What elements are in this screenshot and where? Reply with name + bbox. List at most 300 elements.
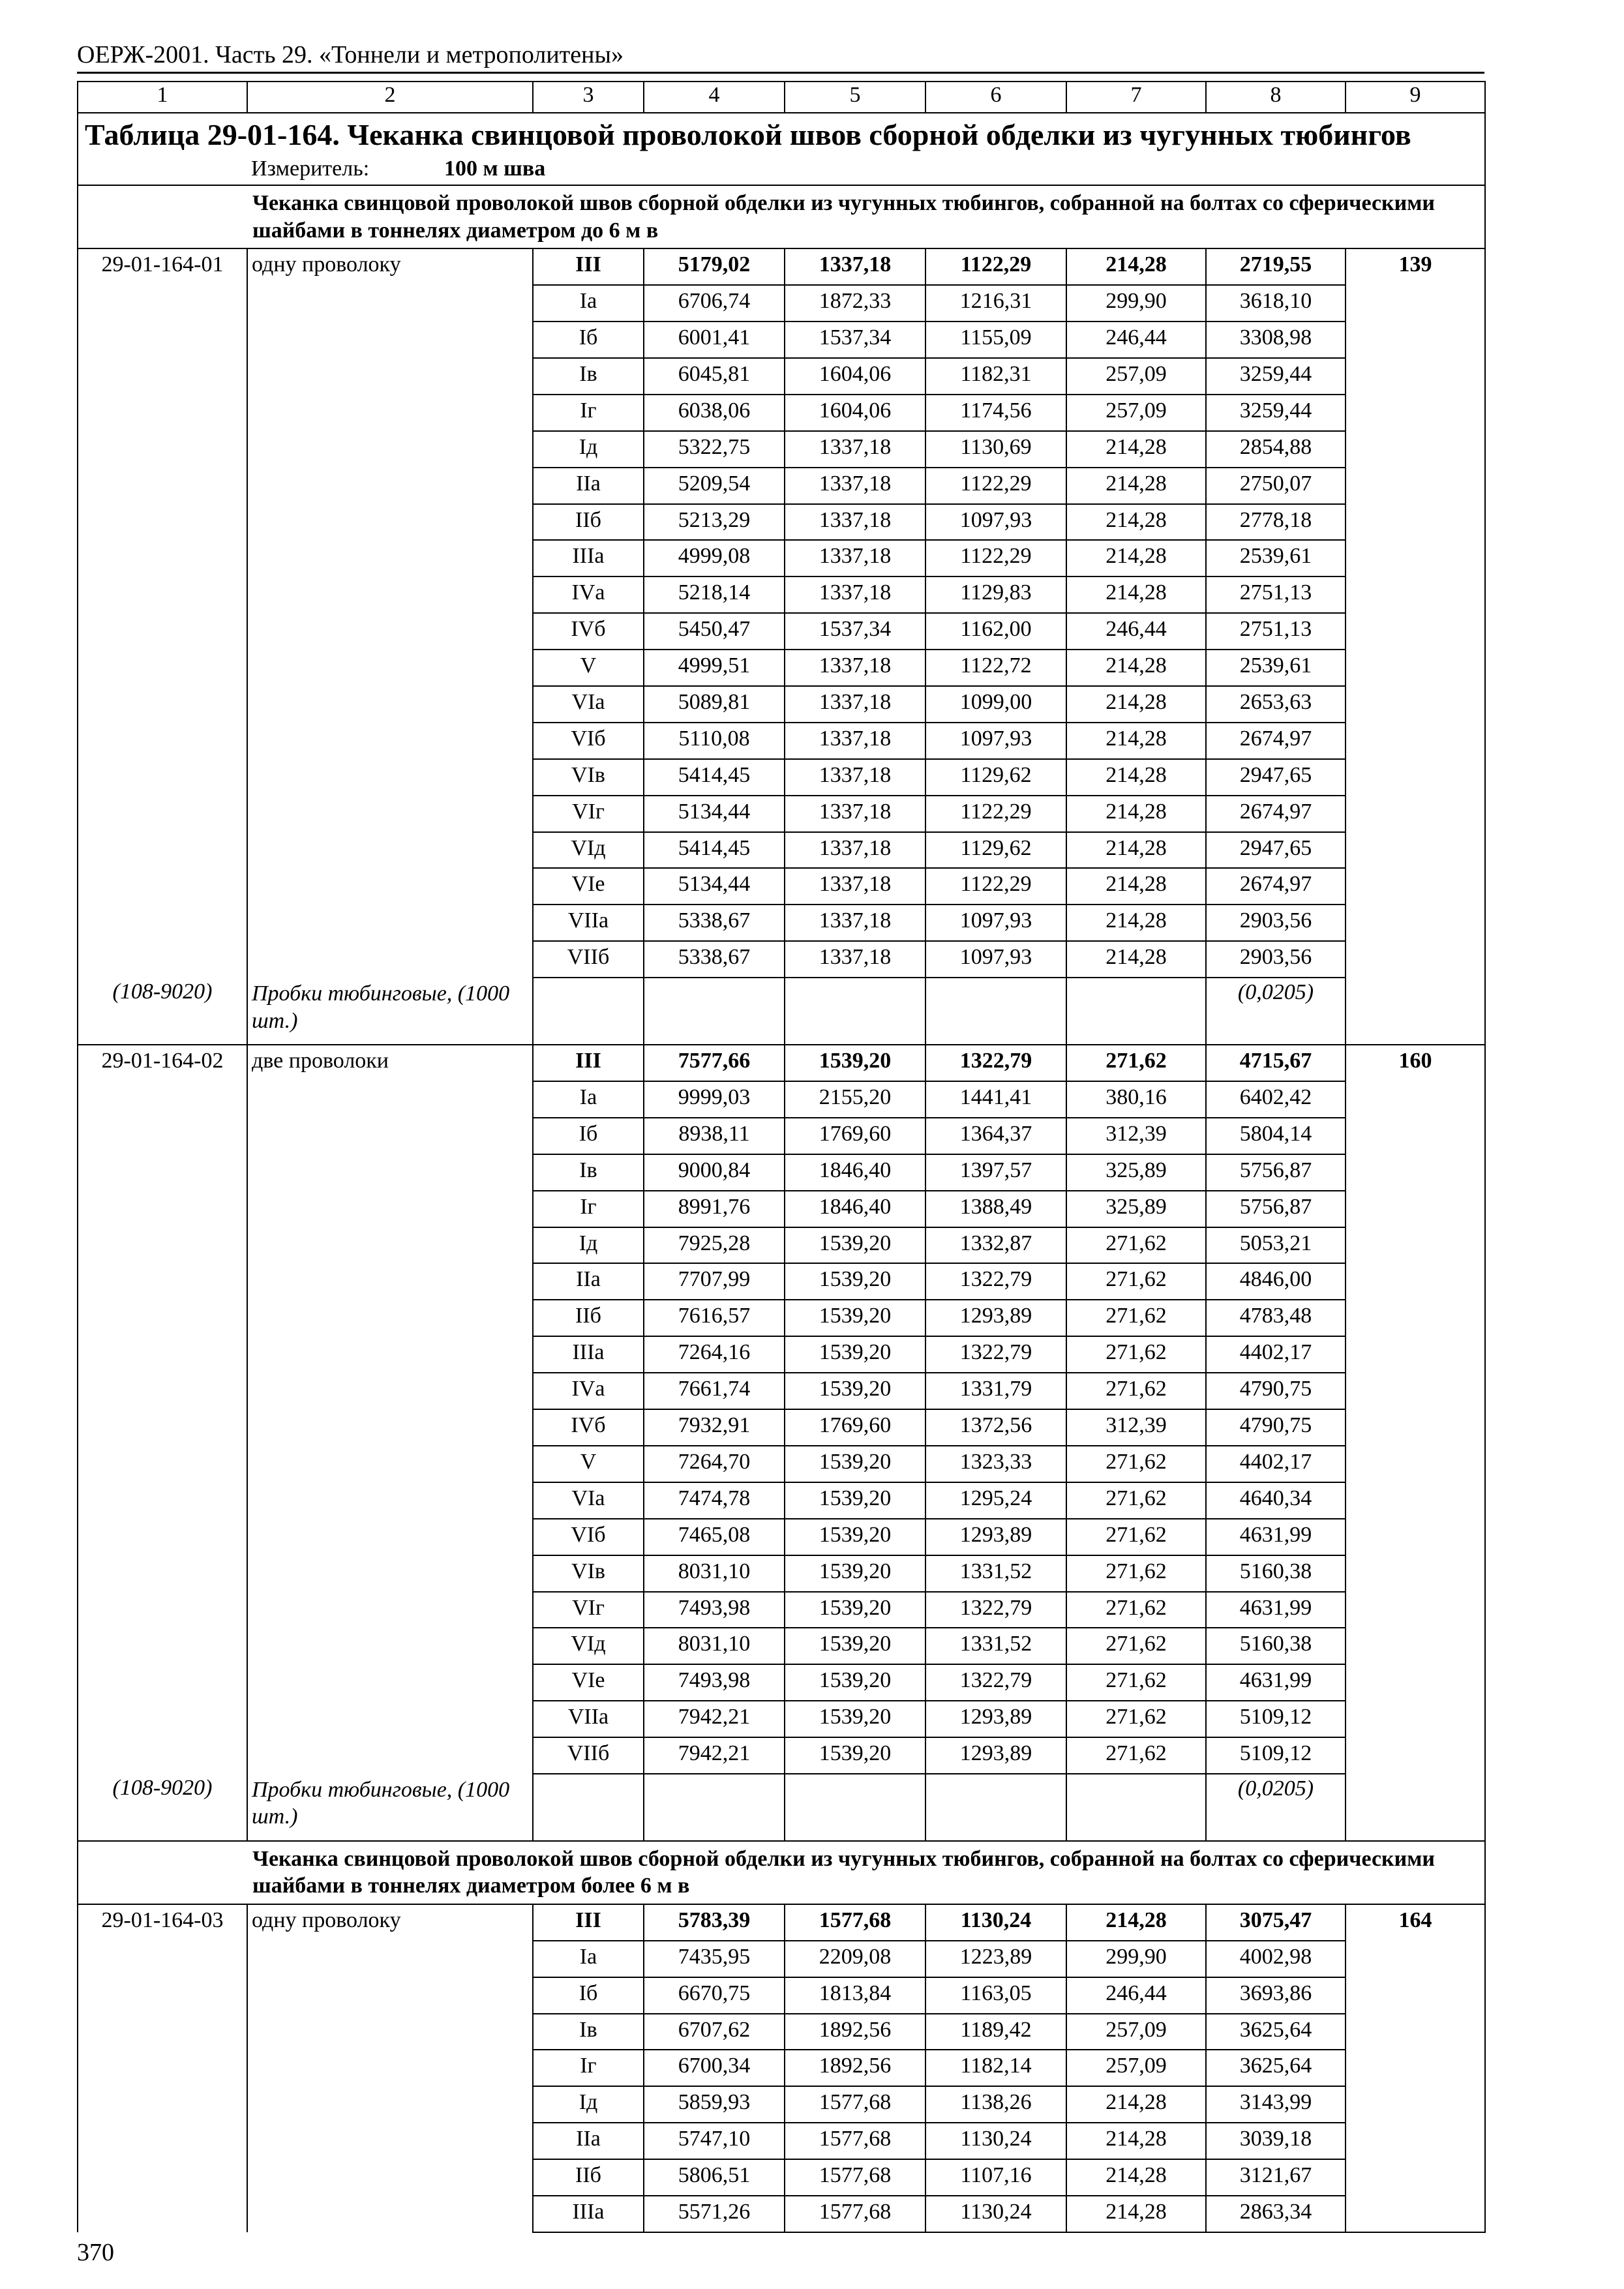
region-cell: IIа xyxy=(533,468,644,504)
value-cell: 214,28 xyxy=(1066,2123,1206,2159)
value-cell: 325,89 xyxy=(1066,1191,1206,1227)
value-cell: 1216,31 xyxy=(925,285,1066,322)
value-cell: 1129,62 xyxy=(925,832,1066,869)
value-cell: 5806,51 xyxy=(644,2159,785,2196)
rates-table xyxy=(77,81,1486,2233)
value-cell: 3259,44 xyxy=(1206,358,1346,395)
value-cell: 1769,60 xyxy=(785,1118,925,1154)
value-cell: 271,62 xyxy=(1066,1227,1206,1264)
value-cell: 1322,79 xyxy=(925,1263,1066,1300)
value-cell: 5756,87 xyxy=(1206,1191,1346,1227)
value-cell: 1577,68 xyxy=(785,2196,925,2232)
value-cell: 2750,07 xyxy=(1206,468,1346,504)
value-cell: 5213,29 xyxy=(644,504,785,541)
value-cell: 1539,20 xyxy=(785,1482,925,1519)
value-cell: 7493,98 xyxy=(644,1664,785,1701)
value-cell: 1332,87 xyxy=(925,1227,1066,1264)
value-cell: 5859,93 xyxy=(644,2086,785,2123)
value-cell: 1323,33 xyxy=(925,1446,1066,1482)
value-cell: 7925,28 xyxy=(644,1227,785,1264)
region-cell: VIб xyxy=(533,1519,644,1555)
material-value: (0,0205) xyxy=(1206,1774,1346,1841)
value-cell: 1337,18 xyxy=(785,431,925,468)
region-cell: Iг xyxy=(533,2050,644,2086)
region-cell: Iб xyxy=(533,1118,644,1154)
value-cell: 1182,31 xyxy=(925,358,1066,395)
value-cell: 257,09 xyxy=(1066,2014,1206,2050)
value-cell: 1097,93 xyxy=(925,723,1066,759)
header-rule xyxy=(77,72,1484,74)
value-cell: 6700,34 xyxy=(644,2050,785,2086)
value-cell: 214,28 xyxy=(1066,832,1206,869)
value-cell: 5450,47 xyxy=(644,613,785,650)
value-cell: 271,62 xyxy=(1066,1336,1206,1373)
region-cell: VIIб xyxy=(533,941,644,978)
col9-value: 160 xyxy=(1346,1045,1485,1841)
value-cell: 7616,57 xyxy=(644,1300,785,1336)
value-cell: 1293,89 xyxy=(925,1701,1066,1737)
value-cell: 5089,81 xyxy=(644,686,785,723)
value-cell: 1122,72 xyxy=(925,650,1066,686)
value-cell: 5218,14 xyxy=(644,576,785,613)
value-cell: 6402,42 xyxy=(1206,1081,1346,1118)
value-cell: 271,62 xyxy=(1066,1263,1206,1300)
value-cell: 4631,99 xyxy=(1206,1592,1346,1628)
value-cell: 1174,56 xyxy=(925,395,1066,431)
value-cell: 1130,24 xyxy=(925,2196,1066,2232)
value-cell: 1769,60 xyxy=(785,1409,925,1446)
region-cell: VIа xyxy=(533,1482,644,1519)
region-cell: VIг xyxy=(533,1592,644,1628)
region-cell: Iа xyxy=(533,285,644,322)
value-cell: 2947,65 xyxy=(1206,759,1346,796)
rate-code: 29-01-164-02 xyxy=(78,1045,247,1774)
rate-code: 29-01-164-03 xyxy=(78,1904,247,2232)
value-cell: 1097,93 xyxy=(925,504,1066,541)
region-cell: Iд xyxy=(533,1227,644,1264)
value-cell: 214,28 xyxy=(1066,248,1206,285)
value-cell: 5756,87 xyxy=(1206,1154,1346,1191)
region-cell: VIв xyxy=(533,759,644,796)
region-cell: VIг xyxy=(533,796,644,832)
region-cell: IIб xyxy=(533,504,644,541)
rate-code: 29-01-164-01 xyxy=(78,248,247,978)
region-cell: IIб xyxy=(533,1300,644,1336)
value-cell: 1331,52 xyxy=(925,1628,1066,1664)
measurer-value: 100 м шва xyxy=(444,157,546,181)
column-number: 4 xyxy=(644,82,785,113)
region-cell: Iб xyxy=(533,322,644,358)
value-cell: 2751,13 xyxy=(1206,613,1346,650)
region-cell: Iв xyxy=(533,1154,644,1191)
column-number-row xyxy=(78,82,1485,113)
value-cell: 5783,39 xyxy=(644,1904,785,1941)
value-cell: 1337,18 xyxy=(785,540,925,576)
value-cell: 2947,65 xyxy=(1206,832,1346,869)
region-cell: VIд xyxy=(533,832,644,869)
value-cell: 3308,98 xyxy=(1206,322,1346,358)
measurer xyxy=(247,152,1485,185)
value-cell: 1539,20 xyxy=(785,1446,925,1482)
value-cell: 5414,45 xyxy=(644,759,785,796)
region-cell: VIIа xyxy=(533,905,644,941)
value-cell: 214,28 xyxy=(1066,723,1206,759)
value-cell: 1337,18 xyxy=(785,941,925,978)
value-cell: 1892,56 xyxy=(785,2050,925,2086)
value-cell: 7942,21 xyxy=(644,1737,785,1774)
value-cell: 1138,26 xyxy=(925,2086,1066,2123)
work-name: одну проволоку xyxy=(247,1904,533,2232)
value-cell: 1539,20 xyxy=(785,1336,925,1373)
material-row xyxy=(78,978,1485,1045)
work-name: две проволоки xyxy=(247,1045,533,1774)
value-cell: 312,39 xyxy=(1066,1118,1206,1154)
work-name: одну проволоку xyxy=(247,248,533,978)
value-cell: 214,28 xyxy=(1066,540,1206,576)
value-cell: 1577,68 xyxy=(785,2159,925,2196)
value-cell: 1163,05 xyxy=(925,1977,1066,2014)
region-cell: IIа xyxy=(533,1263,644,1300)
value-cell: 271,62 xyxy=(1066,1737,1206,1774)
value-cell: 214,28 xyxy=(1066,941,1206,978)
value-cell: 1097,93 xyxy=(925,905,1066,941)
region-cell: IIIа xyxy=(533,2196,644,2232)
value-cell: 214,28 xyxy=(1066,905,1206,941)
value-cell: 4402,17 xyxy=(1206,1446,1346,1482)
value-cell: 271,62 xyxy=(1066,1446,1206,1482)
column-number: 6 xyxy=(925,82,1066,113)
value-cell: 299,90 xyxy=(1066,285,1206,322)
value-cell: 1539,20 xyxy=(785,1045,925,1081)
material-code: (108-9020) xyxy=(78,1774,247,1841)
value-cell: 1122,29 xyxy=(925,868,1066,905)
region-cell: VIе xyxy=(533,868,644,905)
value-cell: 1577,68 xyxy=(785,1904,925,1941)
value-cell: 6001,41 xyxy=(644,322,785,358)
value-cell: 4790,75 xyxy=(1206,1409,1346,1446)
value-cell: 214,28 xyxy=(1066,2159,1206,2196)
region-cell: III xyxy=(533,248,644,285)
region-cell: VIб xyxy=(533,723,644,759)
value-cell: 4999,08 xyxy=(644,540,785,576)
value-cell: 2863,34 xyxy=(1206,2196,1346,2232)
value-cell: 1372,56 xyxy=(925,1409,1066,1446)
value-cell: 1337,18 xyxy=(785,650,925,686)
value-cell: 1337,18 xyxy=(785,576,925,613)
value-cell: 5160,38 xyxy=(1206,1628,1346,1664)
value-cell: 1099,00 xyxy=(925,686,1066,723)
value-cell: 1441,41 xyxy=(925,1081,1066,1118)
value-cell: 3259,44 xyxy=(1206,395,1346,431)
value-cell: 8991,76 xyxy=(644,1191,785,1227)
value-cell: 1337,18 xyxy=(785,832,925,869)
value-cell: 2903,56 xyxy=(1206,941,1346,978)
value-cell: 1577,68 xyxy=(785,2086,925,2123)
value-cell: 1539,20 xyxy=(785,1373,925,1409)
value-cell: 2539,61 xyxy=(1206,540,1346,576)
value-cell: 1539,20 xyxy=(785,1664,925,1701)
value-cell: 1604,06 xyxy=(785,358,925,395)
value-cell: 1122,29 xyxy=(925,796,1066,832)
section-heading: Чеканка свинцовой проволокой швов сборной обделки из чугунных тюбингов, собранной на болтах со сферическими шайбами в тоннелях диаметром более 6 м в xyxy=(247,1841,1485,1904)
value-cell: 1892,56 xyxy=(785,2014,925,2050)
table-title-row xyxy=(78,113,1485,152)
value-cell: 1577,68 xyxy=(785,2123,925,2159)
value-cell: 246,44 xyxy=(1066,613,1206,650)
region-cell: VIе xyxy=(533,1664,644,1701)
page-number: 370 xyxy=(77,2239,114,2266)
value-cell: 8031,10 xyxy=(644,1628,785,1664)
value-cell: 6038,06 xyxy=(644,395,785,431)
table-row xyxy=(78,1904,1485,1941)
value-cell: 3618,10 xyxy=(1206,285,1346,322)
value-cell: 5338,67 xyxy=(644,905,785,941)
value-cell: 1337,18 xyxy=(785,504,925,541)
value-cell: 1397,57 xyxy=(925,1154,1066,1191)
value-cell: 6706,74 xyxy=(644,285,785,322)
value-cell: 1337,18 xyxy=(785,468,925,504)
value-cell: 5134,44 xyxy=(644,796,785,832)
page-header: ОЕРЖ-2001. Часть 29. «Тоннели и метрополитены» xyxy=(77,41,624,68)
column-number: 3 xyxy=(533,82,644,113)
value-cell: 4631,99 xyxy=(1206,1664,1346,1701)
material-name: Пробки тюбинговые, (1000 шт.) xyxy=(247,978,533,1045)
column-number: 1 xyxy=(78,82,247,113)
value-cell: 7661,74 xyxy=(644,1373,785,1409)
value-cell: 1337,18 xyxy=(785,686,925,723)
value-cell: 7577,66 xyxy=(644,1045,785,1081)
value-cell: 2719,55 xyxy=(1206,248,1346,285)
value-cell: 6707,62 xyxy=(644,2014,785,2050)
value-cell: 7932,91 xyxy=(644,1409,785,1446)
value-cell: 1337,18 xyxy=(785,868,925,905)
value-cell: 5338,67 xyxy=(644,941,785,978)
value-cell: 214,28 xyxy=(1066,650,1206,686)
value-cell: 5160,38 xyxy=(1206,1555,1346,1592)
region-cell: VIд xyxy=(533,1628,644,1664)
value-cell: 246,44 xyxy=(1066,322,1206,358)
region-cell: Iа xyxy=(533,1941,644,1977)
value-cell: 1539,20 xyxy=(785,1300,925,1336)
value-cell: 4846,00 xyxy=(1206,1263,1346,1300)
value-cell: 4640,34 xyxy=(1206,1482,1346,1519)
value-cell: 2653,63 xyxy=(1206,686,1346,723)
value-cell: 3625,64 xyxy=(1206,2014,1346,2050)
value-cell: 1122,29 xyxy=(925,540,1066,576)
value-cell: 1293,89 xyxy=(925,1519,1066,1555)
value-cell: 7465,08 xyxy=(644,1519,785,1555)
value-cell: 1364,37 xyxy=(925,1118,1066,1154)
value-cell: 214,28 xyxy=(1066,504,1206,541)
value-cell: 214,28 xyxy=(1066,2196,1206,2232)
value-cell: 1122,29 xyxy=(925,468,1066,504)
region-cell: IIIа xyxy=(533,1336,644,1373)
value-cell: 4715,67 xyxy=(1206,1045,1346,1081)
table-row xyxy=(78,248,1485,285)
section-row xyxy=(78,1841,1485,1904)
value-cell: 1539,20 xyxy=(785,1227,925,1264)
value-cell: 4002,98 xyxy=(1206,1941,1346,1977)
value-cell: 271,62 xyxy=(1066,1045,1206,1081)
column-number: 9 xyxy=(1346,82,1485,113)
value-cell: 9999,03 xyxy=(644,1081,785,1118)
value-cell: 271,62 xyxy=(1066,1592,1206,1628)
region-cell: IIб xyxy=(533,2159,644,2196)
region-cell: VIв xyxy=(533,1555,644,1592)
value-cell: 4790,75 xyxy=(1206,1373,1346,1409)
value-cell: 2674,97 xyxy=(1206,868,1346,905)
section-row xyxy=(78,185,1485,248)
value-cell: 7264,16 xyxy=(644,1336,785,1373)
value-cell: 1846,40 xyxy=(785,1191,925,1227)
value-cell: 1539,20 xyxy=(785,1628,925,1664)
value-cell: 214,28 xyxy=(1066,576,1206,613)
value-cell: 3039,18 xyxy=(1206,2123,1346,2159)
value-cell: 1337,18 xyxy=(785,905,925,941)
value-cell: 5134,44 xyxy=(644,868,785,905)
value-cell: 257,09 xyxy=(1066,395,1206,431)
column-number: 5 xyxy=(785,82,925,113)
table-row xyxy=(78,1045,1485,1081)
region-cell: Iд xyxy=(533,431,644,468)
value-cell: 8031,10 xyxy=(644,1555,785,1592)
value-cell: 257,09 xyxy=(1066,358,1206,395)
region-cell: IVа xyxy=(533,1373,644,1409)
value-cell: 4631,99 xyxy=(1206,1519,1346,1555)
value-cell: 1130,24 xyxy=(925,2123,1066,2159)
region-cell: Iб xyxy=(533,1977,644,2014)
value-cell: 5322,75 xyxy=(644,431,785,468)
region-cell: V xyxy=(533,1446,644,1482)
region-cell: Iг xyxy=(533,395,644,431)
value-cell: 3693,86 xyxy=(1206,1977,1346,2014)
value-cell: 1182,14 xyxy=(925,2050,1066,2086)
column-number: 8 xyxy=(1206,82,1346,113)
value-cell: 1223,89 xyxy=(925,1941,1066,1977)
value-cell: 7942,21 xyxy=(644,1701,785,1737)
value-cell: 214,28 xyxy=(1066,1904,1206,1941)
value-cell: 8938,11 xyxy=(644,1118,785,1154)
value-cell: 5110,08 xyxy=(644,723,785,759)
column-number: 2 xyxy=(247,82,533,113)
value-cell: 2209,08 xyxy=(785,1941,925,1977)
value-cell: 1130,69 xyxy=(925,431,1066,468)
value-cell: 1097,93 xyxy=(925,941,1066,978)
value-cell: 5747,10 xyxy=(644,2123,785,2159)
region-cell: VIа xyxy=(533,686,644,723)
value-cell: 1155,09 xyxy=(925,322,1066,358)
table-title: Таблица 29-01-164. Чеканка свинцовой проволокой швов сборной обделки из чугунных тюбингов xyxy=(78,113,1485,152)
value-cell: 214,28 xyxy=(1066,796,1206,832)
value-cell: 271,62 xyxy=(1066,1519,1206,1555)
value-cell: 3625,64 xyxy=(1206,2050,1346,2086)
section-heading: Чеканка свинцовой проволокой швов сборной обделки из чугунных тюбингов, собранной на болтах со сферическими шайбами в тоннелях диаметром до 6 м в xyxy=(247,185,1485,248)
value-cell: 1331,79 xyxy=(925,1373,1066,1409)
col9-value: 164 xyxy=(1346,1904,1485,2232)
value-cell: 3075,47 xyxy=(1206,1904,1346,1941)
value-cell: 9000,84 xyxy=(644,1154,785,1191)
region-cell: III xyxy=(533,1904,644,1941)
value-cell: 2854,88 xyxy=(1206,431,1346,468)
region-cell: IVа xyxy=(533,576,644,613)
value-cell: 271,62 xyxy=(1066,1701,1206,1737)
value-cell: 214,28 xyxy=(1066,868,1206,905)
value-cell: 1322,79 xyxy=(925,1045,1066,1081)
value-cell: 1189,42 xyxy=(925,2014,1066,2050)
material-value: (0,0205) xyxy=(1206,978,1346,1045)
region-cell: Iв xyxy=(533,358,644,395)
value-cell: 271,62 xyxy=(1066,1628,1206,1664)
region-cell: Iв xyxy=(533,2014,644,2050)
value-cell: 1337,18 xyxy=(785,723,925,759)
col9-value: 139 xyxy=(1346,248,1485,1045)
value-cell: 1539,20 xyxy=(785,1701,925,1737)
value-cell: 1872,33 xyxy=(785,285,925,322)
value-cell: 1539,20 xyxy=(785,1519,925,1555)
value-cell: 2778,18 xyxy=(1206,504,1346,541)
value-cell: 214,28 xyxy=(1066,686,1206,723)
value-cell: 3121,67 xyxy=(1206,2159,1346,2196)
value-cell: 1539,20 xyxy=(785,1737,925,1774)
value-cell: 214,28 xyxy=(1066,468,1206,504)
value-cell: 7707,99 xyxy=(644,1263,785,1300)
region-cell: VIIб xyxy=(533,1737,644,1774)
value-cell: 1388,49 xyxy=(925,1191,1066,1227)
value-cell: 271,62 xyxy=(1066,1555,1206,1592)
region-cell: IVб xyxy=(533,613,644,650)
value-cell: 2674,97 xyxy=(1206,723,1346,759)
value-cell: 1122,29 xyxy=(925,248,1066,285)
value-cell: 1537,34 xyxy=(785,322,925,358)
value-cell: 1846,40 xyxy=(785,1154,925,1191)
value-cell: 5109,12 xyxy=(1206,1701,1346,1737)
value-cell: 214,28 xyxy=(1066,759,1206,796)
measurer-row xyxy=(78,152,1485,185)
value-cell: 325,89 xyxy=(1066,1154,1206,1191)
measurer-label: Измеритель: xyxy=(251,157,370,181)
material-row xyxy=(78,1774,1485,1841)
value-cell: 5414,45 xyxy=(644,832,785,869)
value-cell: 1129,62 xyxy=(925,759,1066,796)
value-cell: 7264,70 xyxy=(644,1446,785,1482)
value-cell: 5209,54 xyxy=(644,468,785,504)
value-cell: 5571,26 xyxy=(644,2196,785,2232)
column-number: 7 xyxy=(1066,82,1206,113)
value-cell: 5109,12 xyxy=(1206,1737,1346,1774)
value-cell: 1322,79 xyxy=(925,1664,1066,1701)
value-cell: 271,62 xyxy=(1066,1300,1206,1336)
value-cell: 271,62 xyxy=(1066,1482,1206,1519)
value-cell: 2751,13 xyxy=(1206,576,1346,613)
value-cell: 380,16 xyxy=(1066,1081,1206,1118)
value-cell: 1337,18 xyxy=(785,248,925,285)
value-cell: 3143,99 xyxy=(1206,2086,1346,2123)
value-cell: 6670,75 xyxy=(644,1977,785,2014)
value-cell: 214,28 xyxy=(1066,431,1206,468)
material-name: Пробки тюбинговые, (1000 шт.) xyxy=(247,1774,533,1841)
value-cell: 6045,81 xyxy=(644,358,785,395)
value-cell: 1130,24 xyxy=(925,1904,1066,1941)
value-cell: 2674,97 xyxy=(1206,796,1346,832)
value-cell: 4999,51 xyxy=(644,650,785,686)
region-cell: VIIа xyxy=(533,1701,644,1737)
value-cell: 1107,16 xyxy=(925,2159,1066,2196)
value-cell: 1293,89 xyxy=(925,1737,1066,1774)
region-cell: III xyxy=(533,1045,644,1081)
value-cell: 7493,98 xyxy=(644,1592,785,1628)
value-cell: 7474,78 xyxy=(644,1482,785,1519)
value-cell: 271,62 xyxy=(1066,1373,1206,1409)
